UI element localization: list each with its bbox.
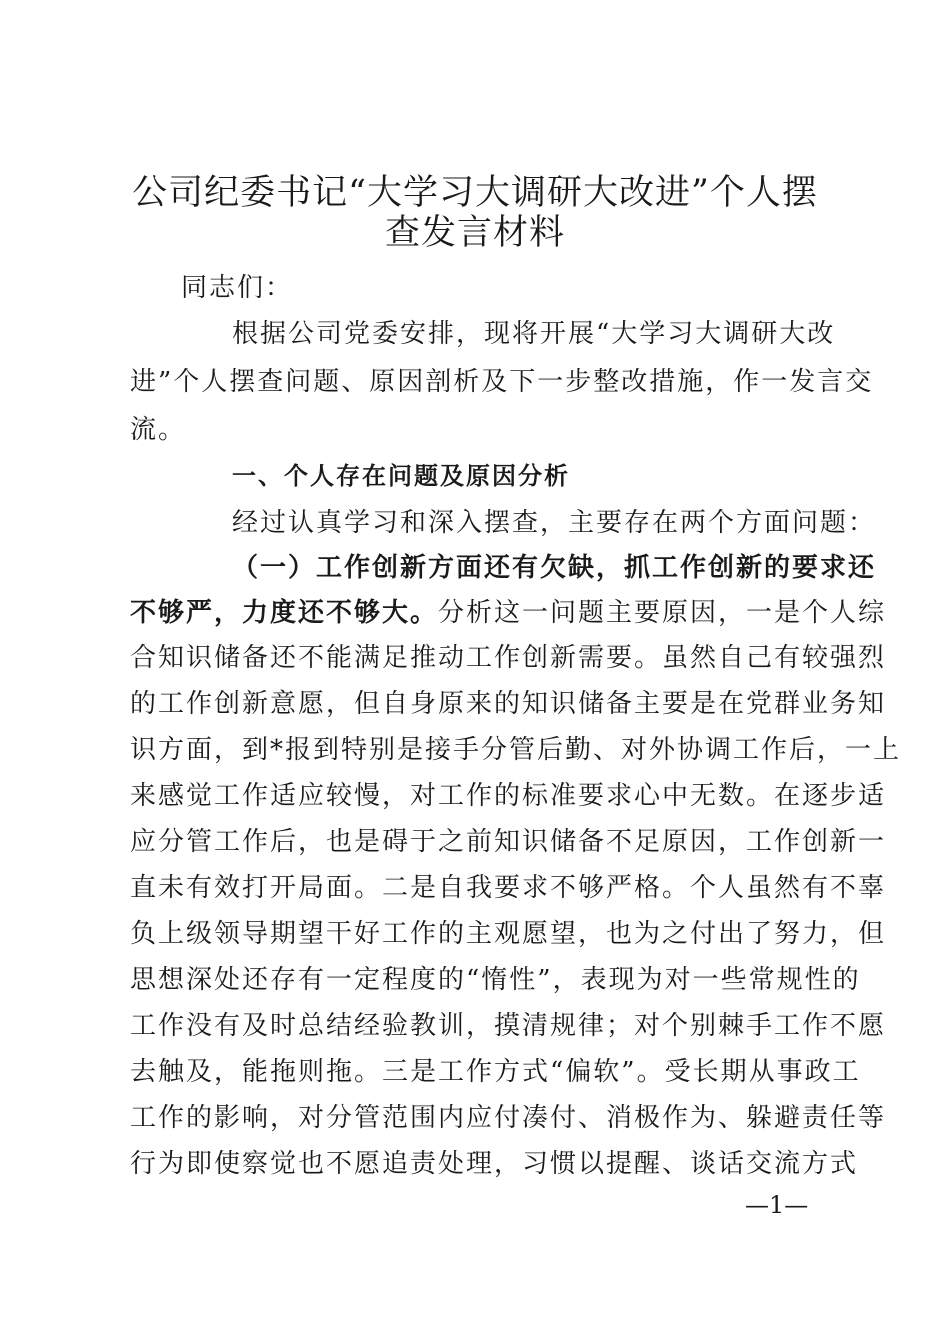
intro-line-3: 流。	[130, 415, 187, 445]
paragraph-line: 来感觉工作适应较慢，对工作的标准要求心中无数。在逐步适	[130, 781, 887, 811]
section-1-heading: 一、个人存在问题及原因分析	[232, 462, 570, 490]
paragraph-line: 工作没有及时总结经验教训，摸清规律；对个别棘手工作不愿	[130, 1011, 887, 1041]
subsection-1-analysis-start: 分析这一问题主要原因，一是个人综	[438, 598, 887, 628]
document-title-line-1: 公司纪委书记“大学习大调研大改进”个人摆	[132, 173, 818, 213]
subsection-1-heading-tail: 不够严，力度还不够大。	[130, 598, 439, 628]
page-number: —1—	[745, 1191, 809, 1219]
intro-line-2: 进”个人摆查问题、原因剖析及下一步整改措施，作一发言交	[130, 367, 874, 397]
subsection-1-heading-line-1: （一）工作创新方面还有欠缺，抓工作创新的要求还	[232, 553, 877, 583]
document-title-line-2: 查发言材料	[384, 213, 565, 253]
paragraph-line: 思想深处还存有一定程度的“惰性”，表现为对一些常规性的	[130, 965, 861, 995]
paragraph-line: 识方面，到*报到特别是接手分管后勤、对外协调工作后，一上	[130, 735, 902, 765]
paragraph-line: 应分管工作后，也是碍于之前知识储备不足原因，工作创新一	[130, 827, 887, 857]
paragraph-line: 负上级领导期望干好工作的主观愿望，也为之付出了努力，但	[130, 919, 887, 949]
paragraph-line: 直未有效打开局面。二是自我要求不够严格。个人虽然有不辜	[130, 873, 887, 903]
paragraph-line: 的工作创新意愿，但自身原来的知识储备主要是在党群业务知	[130, 689, 887, 719]
paragraph-line: 行为即使察觉也不愿追责处理，习惯以提醒、谈话交流方式	[130, 1149, 859, 1179]
section-1-lead: 经过认真学习和深入摆查，主要存在两个方面问题：	[232, 508, 877, 538]
paragraph-line: 工作的影响，对分管范围内应付凑付、消极作为、躲避责任等	[130, 1103, 887, 1133]
subsection-1-line-2	[130, 595, 887, 631]
paragraph-line: 去触及，能拖则拖。三是工作方式“偏软”。受长期从事政工	[130, 1057, 861, 1087]
intro-line-1: 根据公司党委安排，现将开展“大学习大调研大改	[232, 319, 836, 349]
salutation: 同志们：	[181, 273, 294, 303]
paragraph-line: 合知识储备还不能满足推动工作创新需要。虽然自己有较强烈	[130, 643, 887, 673]
